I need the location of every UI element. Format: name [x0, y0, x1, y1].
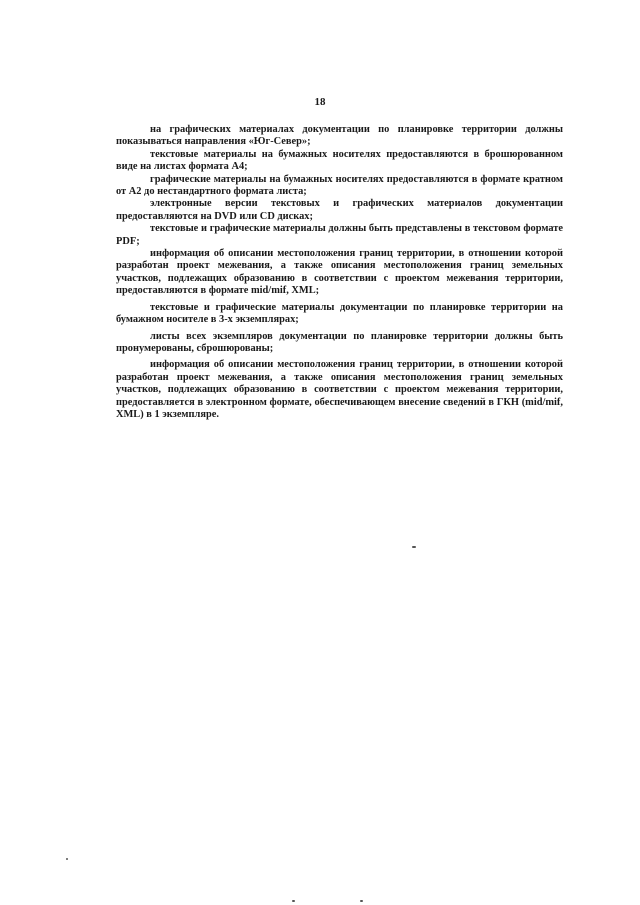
paragraph: текстовые материалы на бумажных носителях предоставляются в брошюрованном виде на листах формата А4; [116, 148, 563, 173]
scan-speck [292, 900, 295, 902]
paragraph: текстовые и графические материалы должны быть представлены в текстовом формате PDF; [116, 223, 563, 247]
scan-speck [412, 546, 416, 548]
paragraph: информация об описании местоположения границ территории, в отношении которой разработан проект межевания, а также описания местоположения границ земельных участков, подлежащих образованию в соответствии с проектом межевания территории, предоставляется в электронном формате, обеспечивающем внесение сведений в ГКН (mid/mif, XML) в 1 экземпляре. [116, 359, 563, 420]
paragraph: информация об описании местоположения границ территории, в отношении которой разработан проект межевания, а также описания местоположения границ земельных участков, подлежащих образованию в соответствии с проектом межевания территории, предоставляются в формате mid/mif, XML; [116, 248, 563, 297]
paragraph: электронные версии текстовых и графических материалов документации предоставляются на DVD или CD дисках; [116, 198, 563, 222]
page-number: 18 [314, 96, 326, 108]
document-body [116, 124, 563, 421]
scan-speck [360, 900, 363, 902]
scan-speck [66, 858, 68, 860]
paragraph: листы всех экземпляров документации по планировке территории должны быть пронумерованы, сброшюрованы; [116, 330, 563, 354]
paragraph: на графических материалах документации по планировке территории должны показываться направления «Юг-Север»; [116, 124, 563, 148]
paragraph: текстовые и графические материалы документации по планировке территории на бумажном носителе в 3-х экземплярах; [116, 301, 563, 326]
paragraph: графические материалы на бумажных носителях предоставляются в формате кратном от А2 до нестандартного формата листа; [116, 173, 563, 198]
